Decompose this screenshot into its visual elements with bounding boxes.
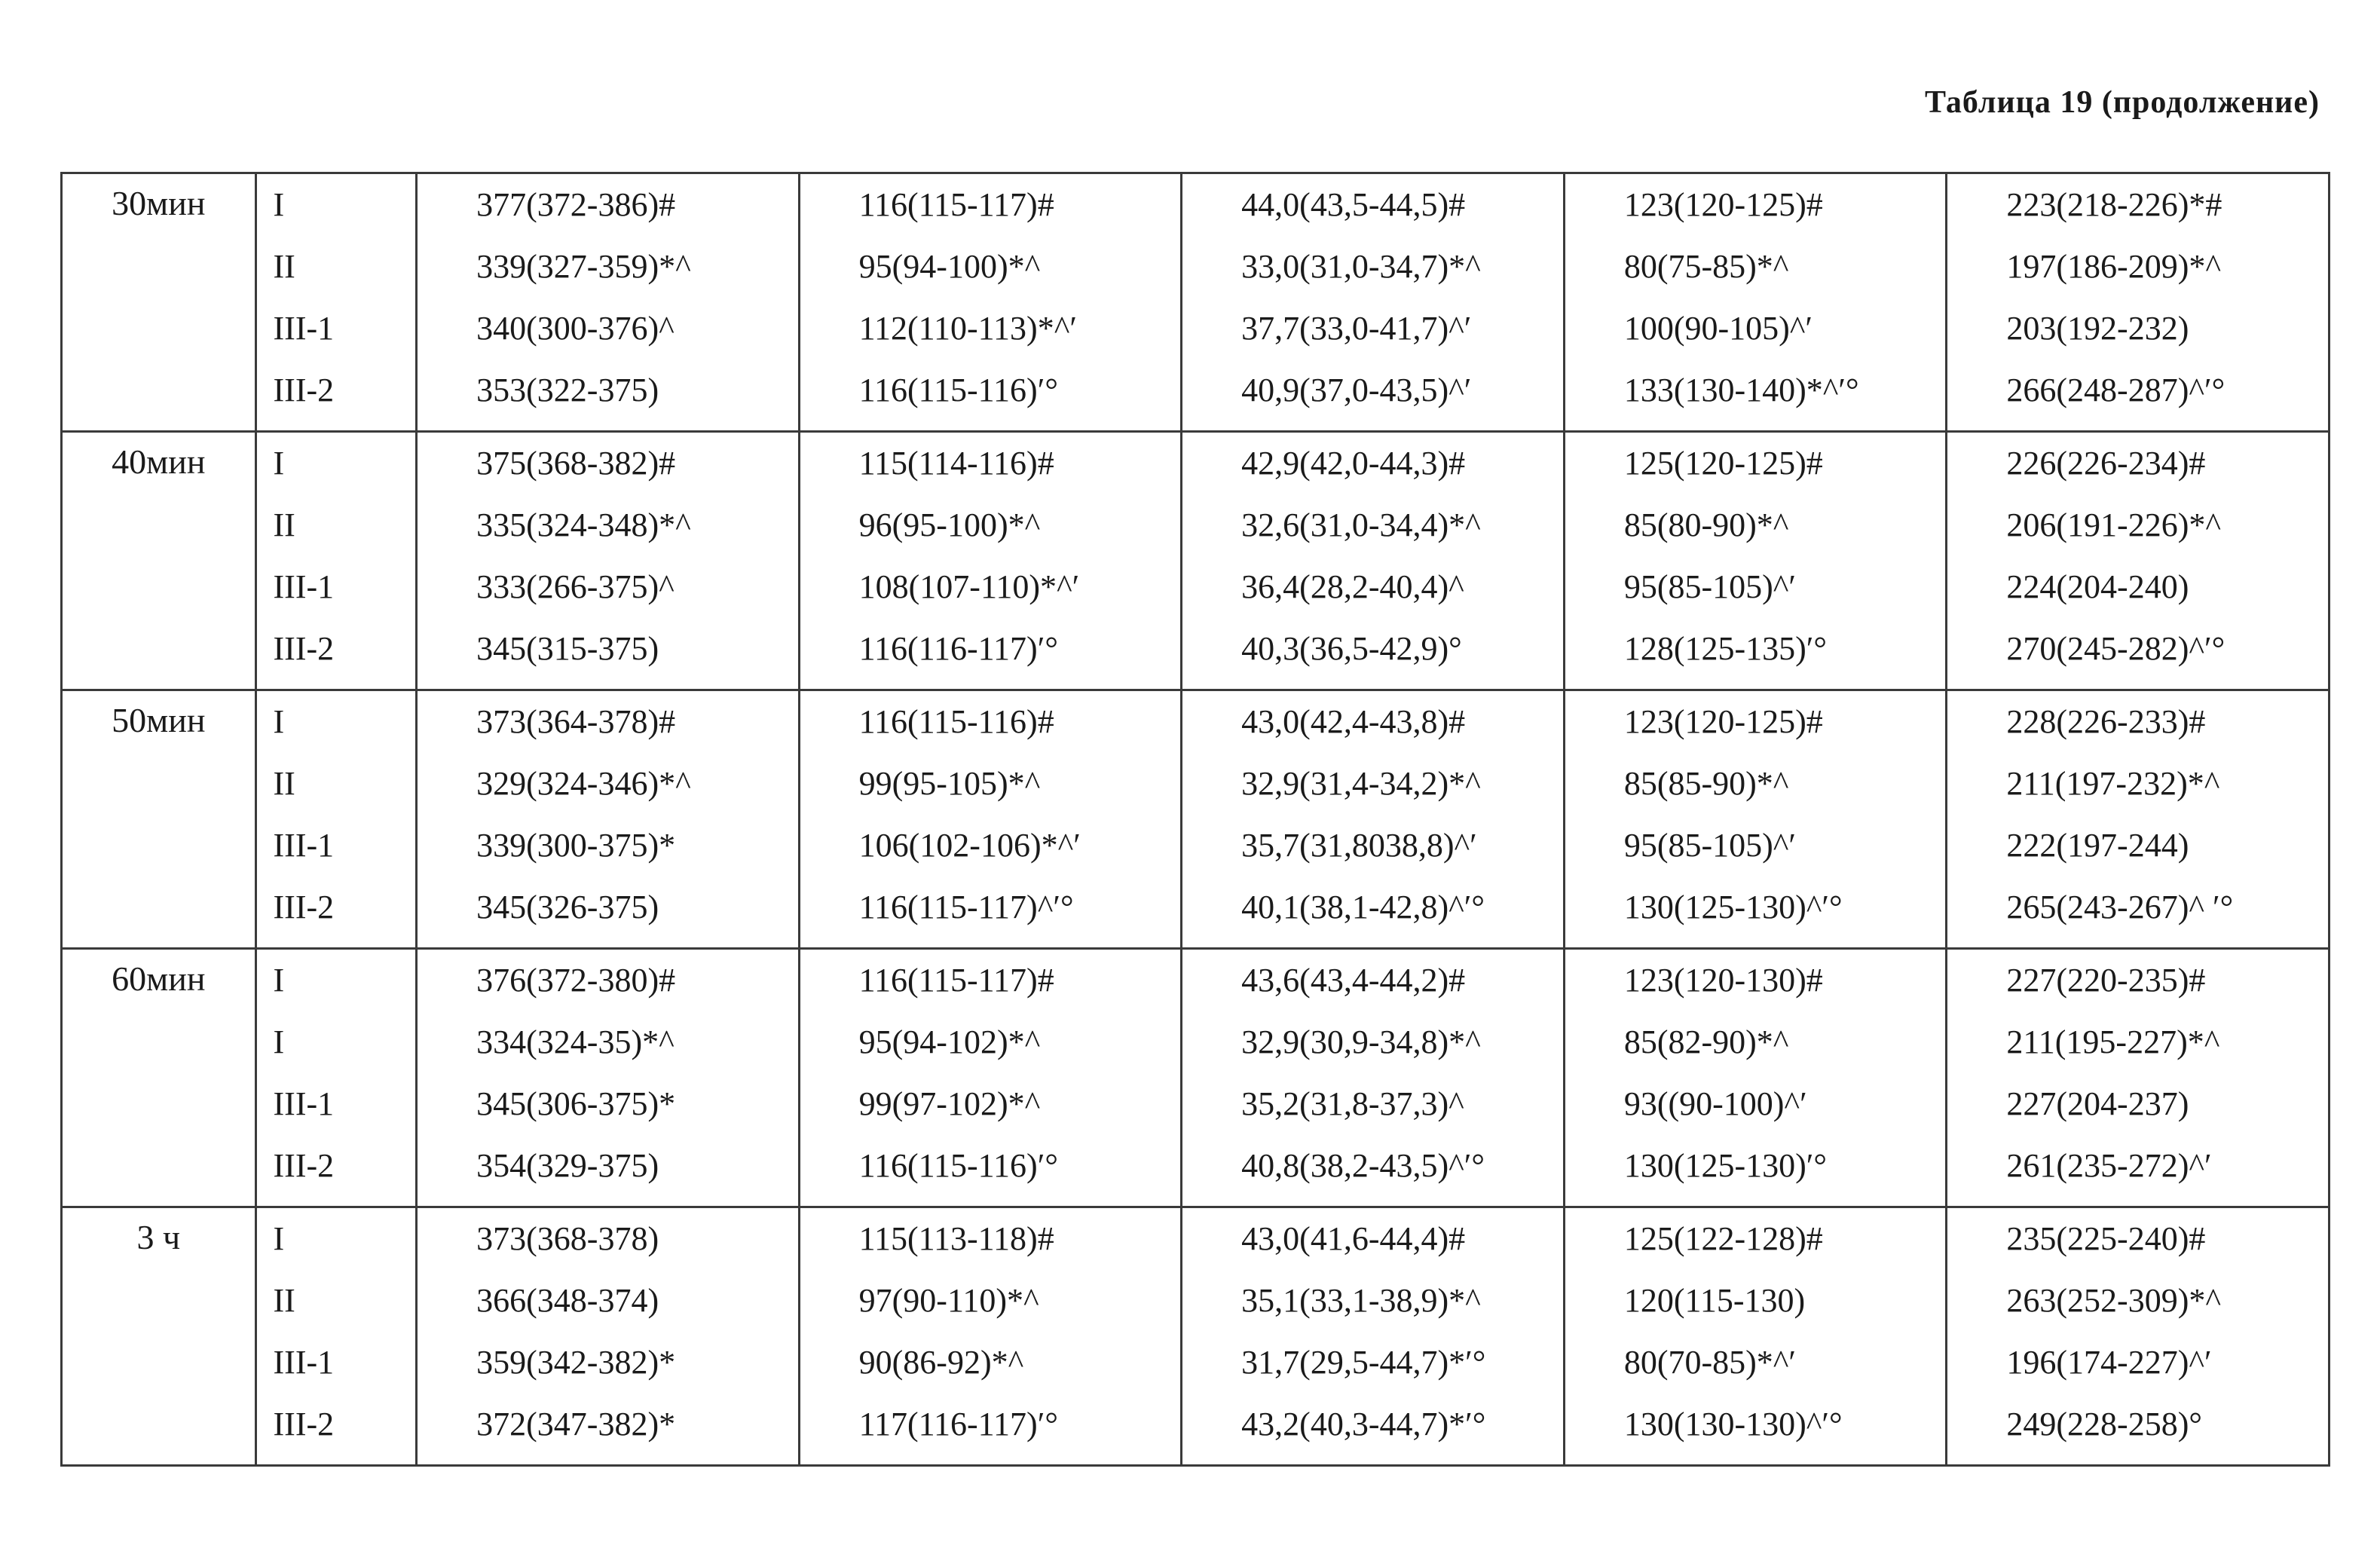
cell-value: 96(95-100)*^ bbox=[858, 506, 1041, 543]
group-label: I bbox=[273, 703, 285, 740]
table-row bbox=[62, 432, 2330, 690]
value-cell bbox=[1182, 949, 1565, 1207]
cell-value: 372(347-382)* bbox=[476, 1406, 676, 1443]
cell-value: 249(228-258)° bbox=[2006, 1406, 2202, 1443]
group-label: II bbox=[273, 1282, 295, 1319]
cell-value: 33,0(31,0-34,7)*^ bbox=[1241, 248, 1481, 285]
cell-value: 211(195-227)*^ bbox=[2006, 1023, 2220, 1060]
cell-value: 97(90-110)*^ bbox=[858, 1282, 1039, 1319]
group-label: III-1 bbox=[273, 568, 335, 605]
value-cell bbox=[1947, 690, 2330, 949]
cell-value: 222(197-244) bbox=[2006, 827, 2189, 864]
group-label: II bbox=[273, 765, 295, 802]
cell-value: 123(120-130)# bbox=[1623, 962, 1823, 999]
cell-value: 228(226-233)# bbox=[2006, 703, 2206, 740]
group-cell bbox=[255, 1207, 417, 1466]
cell-value: 197(186-209)*^ bbox=[2006, 248, 2222, 285]
value-cell bbox=[1182, 1207, 1565, 1466]
cell-value: 36,4(28,2-40,4)^ bbox=[1241, 568, 1464, 605]
cell-value: 40,9(37,0-43,5)^′ bbox=[1241, 372, 1472, 408]
cell-value: 37,7(33,0-41,7)^′ bbox=[1241, 310, 1472, 347]
cell-value: 95(94-100)*^ bbox=[858, 248, 1041, 285]
cell-value: 133(130-140)*^′° bbox=[1623, 372, 1859, 408]
cell-value: 32,9(31,4-34,2)*^ bbox=[1241, 765, 1481, 802]
cell-value: 43,6(43,4-44,2)# bbox=[1241, 962, 1466, 999]
cell-value: 99(97-102)*^ bbox=[858, 1085, 1041, 1122]
value-cell bbox=[417, 173, 800, 432]
group-label: III-2 bbox=[273, 1406, 335, 1443]
cell-value: 85(85-90)*^ bbox=[1623, 765, 1789, 802]
value-cell bbox=[417, 432, 800, 690]
value-cell bbox=[1947, 173, 2330, 432]
cell-value: 366(348-374) bbox=[476, 1282, 659, 1319]
cell-value: 95(85-105)^′ bbox=[1623, 827, 1797, 864]
cell-value: 43,0(41,6-44,4)# bbox=[1241, 1220, 1466, 1257]
value-cell bbox=[1564, 173, 1947, 432]
cell-value: 112(110-113)*^′ bbox=[858, 310, 1077, 347]
group-label: III-1 bbox=[273, 310, 335, 347]
cell-value: 375(368-382)# bbox=[476, 445, 676, 482]
table-row bbox=[62, 1207, 2330, 1466]
cell-value: 42,9(42,0-44,3)# bbox=[1241, 445, 1466, 482]
cell-value: 125(120-125)# bbox=[1623, 445, 1823, 482]
cell-value: 80(70-85)*^′ bbox=[1623, 1344, 1797, 1381]
cell-value: 203(192-232) bbox=[2006, 310, 2189, 347]
cell-value: 93((90-100)^′ bbox=[1623, 1085, 1807, 1122]
cell-value: 211(197-232)*^ bbox=[2006, 765, 2220, 802]
cell-value: 35,7(31,8038,8)^′ bbox=[1241, 827, 1477, 864]
value-cell bbox=[417, 1207, 800, 1466]
cell-value: 128(125-135)′° bbox=[1623, 630, 1827, 667]
value-cell bbox=[799, 173, 1182, 432]
cell-value: 31,7(29,5-44,7)*′° bbox=[1241, 1344, 1486, 1381]
cell-value: 117(116-117)′° bbox=[858, 1406, 1058, 1443]
cell-value: 120(115-130) bbox=[1623, 1282, 1806, 1319]
cell-value: 226(226-234)# bbox=[2006, 445, 2206, 482]
cell-value: 373(364-378)# bbox=[476, 703, 676, 740]
cell-value: 223(218-226)*# bbox=[2006, 186, 2222, 223]
cell-value: 108(107-110)*^′ bbox=[858, 568, 1080, 605]
group-cell bbox=[255, 690, 417, 949]
value-cell bbox=[799, 1207, 1182, 1466]
cell-value: 206(191-226)*^ bbox=[2006, 506, 2222, 543]
cell-value: 130(130-130)^′° bbox=[1623, 1406, 1843, 1443]
value-cell bbox=[1182, 690, 1565, 949]
group-cell bbox=[255, 432, 417, 690]
cell-value: 85(80-90)*^ bbox=[1623, 506, 1789, 543]
time-label: 3 ч bbox=[62, 1207, 256, 1466]
cell-value: 116(115-117)# bbox=[858, 186, 1054, 223]
value-cell bbox=[1564, 432, 1947, 690]
value-cell bbox=[1564, 1207, 1947, 1466]
group-label: III-2 bbox=[273, 889, 335, 925]
cell-value: 354(329-375) bbox=[476, 1147, 659, 1184]
cell-value: 270(245-282)^′° bbox=[2006, 630, 2226, 667]
value-cell bbox=[799, 432, 1182, 690]
group-label: I bbox=[273, 186, 285, 223]
group-label: III-2 bbox=[273, 630, 335, 667]
cell-value: 377(372-386)# bbox=[476, 186, 676, 223]
cell-value: 116(115-117)# bbox=[858, 962, 1054, 999]
group-label: I bbox=[273, 962, 285, 999]
cell-value: 376(372-380)# bbox=[476, 962, 676, 999]
cell-value: 123(120-125)# bbox=[1623, 703, 1823, 740]
cell-value: 123(120-125)# bbox=[1623, 186, 1823, 223]
cell-value: 266(248-287)^′° bbox=[2006, 372, 2226, 408]
group-label: II bbox=[273, 506, 295, 543]
value-cell bbox=[1182, 173, 1565, 432]
cell-value: 116(115-116)′° bbox=[858, 372, 1058, 408]
cell-value: 85(82-90)*^ bbox=[1623, 1023, 1789, 1060]
cell-value: 95(85-105)^′ bbox=[1623, 568, 1797, 605]
cell-value: 353(322-375) bbox=[476, 372, 659, 408]
value-cell bbox=[799, 949, 1182, 1207]
cell-value: 224(204-240) bbox=[2006, 568, 2189, 605]
table-row bbox=[62, 949, 2330, 1207]
group-label: III-2 bbox=[273, 1147, 335, 1184]
cell-value: 116(115-116)′° bbox=[858, 1147, 1058, 1184]
cell-value: 359(342-382)* bbox=[476, 1344, 676, 1381]
group-label: I bbox=[273, 1220, 285, 1257]
cell-value: 32,6(31,0-34,4)*^ bbox=[1241, 506, 1481, 543]
cell-value: 116(115-116)# bbox=[858, 703, 1054, 740]
table-body bbox=[62, 173, 2330, 1466]
value-cell bbox=[417, 690, 800, 949]
cell-value: 115(113-118)# bbox=[858, 1220, 1054, 1257]
cell-value: 339(300-375)* bbox=[476, 827, 676, 864]
data-table bbox=[60, 172, 2330, 1467]
cell-value: 265(243-267)^ ′° bbox=[2006, 889, 2234, 925]
table-caption: Таблица 19 (продолжение) bbox=[1924, 85, 2320, 120]
cell-value: 40,3(36,5-42,9)° bbox=[1241, 630, 1462, 667]
cell-value: 196(174-227)^′ bbox=[2006, 1344, 2212, 1381]
cell-value: 227(204-237) bbox=[2006, 1085, 2189, 1122]
time-label: 60мин bbox=[62, 949, 256, 1207]
cell-value: 345(326-375) bbox=[476, 889, 659, 925]
table-row bbox=[62, 173, 2330, 432]
cell-value: 227(220-235)# bbox=[2006, 962, 2206, 999]
group-label: III-1 bbox=[273, 827, 335, 864]
cell-value: 130(125-130)^′° bbox=[1623, 889, 1843, 925]
time-label: 50мин bbox=[62, 690, 256, 949]
group-label: III-1 bbox=[273, 1085, 335, 1122]
value-cell bbox=[1564, 690, 1947, 949]
cell-value: 130(125-130)′° bbox=[1623, 1147, 1827, 1184]
cell-value: 339(327-359)*^ bbox=[476, 248, 691, 285]
cell-value: 345(315-375) bbox=[476, 630, 659, 667]
cell-value: 35,2(31,8-37,3)^ bbox=[1241, 1085, 1464, 1122]
cell-value: 90(86-92)*^ bbox=[858, 1344, 1024, 1381]
cell-value: 35,1(33,1-38,9)*^ bbox=[1241, 1282, 1481, 1319]
cell-value: 106(102-106)*^′ bbox=[858, 827, 1081, 864]
value-cell bbox=[1947, 432, 2330, 690]
group-label: III-2 bbox=[273, 372, 335, 408]
group-label: III-1 bbox=[273, 1344, 335, 1381]
group-label: I bbox=[273, 1023, 285, 1060]
table-row bbox=[62, 690, 2330, 949]
cell-value: 116(115-117)^′° bbox=[858, 889, 1074, 925]
cell-value: 329(324-346)*^ bbox=[476, 765, 691, 802]
cell-value: 340(300-376)^ bbox=[476, 310, 675, 347]
cell-value: 116(116-117)′° bbox=[858, 630, 1058, 667]
cell-value: 345(306-375)* bbox=[476, 1085, 676, 1122]
cell-value: 261(235-272)^′ bbox=[2006, 1147, 2212, 1184]
value-cell bbox=[799, 690, 1182, 949]
cell-value: 115(114-116)# bbox=[858, 445, 1054, 482]
cell-value: 40,8(38,2-43,5)^′° bbox=[1241, 1147, 1485, 1184]
cell-value: 334(324-35)*^ bbox=[476, 1023, 675, 1060]
cell-value: 43,2(40,3-44,7)*′° bbox=[1241, 1406, 1486, 1443]
time-label: 40мин bbox=[62, 432, 256, 690]
cell-value: 335(324-348)*^ bbox=[476, 506, 691, 543]
cell-value: 263(252-309)*^ bbox=[2006, 1282, 2222, 1319]
cell-value: 44,0(43,5-44,5)# bbox=[1241, 186, 1466, 223]
cell-value: 100(90-105)^′ bbox=[1623, 310, 1813, 347]
group-cell bbox=[255, 949, 417, 1207]
cell-value: 235(225-240)# bbox=[2006, 1220, 2206, 1257]
cell-value: 373(368-378) bbox=[476, 1220, 659, 1257]
value-cell bbox=[1947, 949, 2330, 1207]
cell-value: 333(266-375)^ bbox=[476, 568, 675, 605]
group-label: II bbox=[273, 248, 295, 285]
cell-value: 80(75-85)*^ bbox=[1623, 248, 1789, 285]
cell-value: 99(95-105)*^ bbox=[858, 765, 1041, 802]
group-label: I bbox=[273, 445, 285, 482]
cell-value: 43,0(42,4-43,8)# bbox=[1241, 703, 1466, 740]
value-cell bbox=[1182, 432, 1565, 690]
cell-value: 32,9(30,9-34,8)*^ bbox=[1241, 1023, 1481, 1060]
cell-value: 95(94-102)*^ bbox=[858, 1023, 1041, 1060]
value-cell bbox=[1564, 949, 1947, 1207]
value-cell bbox=[1947, 1207, 2330, 1466]
time-label: 30мин bbox=[62, 173, 256, 432]
group-cell bbox=[255, 173, 417, 432]
value-cell bbox=[417, 949, 800, 1207]
cell-value: 125(122-128)# bbox=[1623, 1220, 1823, 1257]
cell-value: 40,1(38,1-42,8)^′° bbox=[1241, 889, 1485, 925]
